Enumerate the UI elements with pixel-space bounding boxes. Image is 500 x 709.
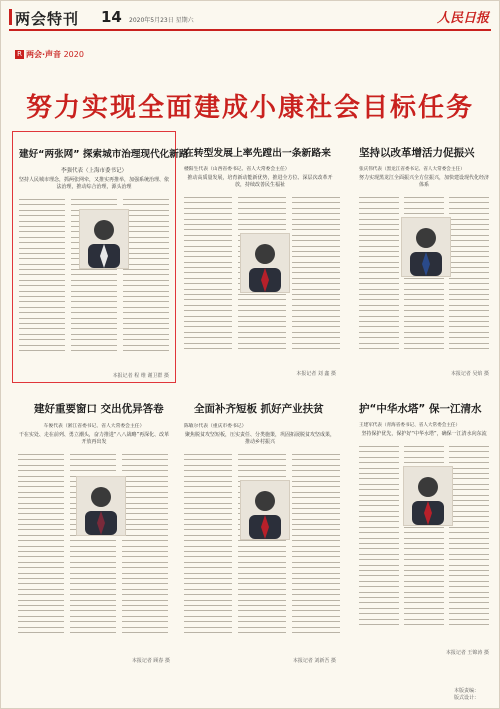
article-dek: 坚持人民城市理念，抓两张网牵，又推实再推举，加强系统治理、依法治理，推动综合治理，源头治理 [19,177,170,190]
article-body [359,446,489,656]
article-5[interactable] [180,401,340,676]
kicker-tag-icon: R [15,50,24,59]
kicker-year: 2020 [63,50,84,59]
article-body [19,199,169,379]
section-name: 两会特刊 [15,10,80,28]
article-title[interactable]: 护“中华水塔” 保一江清水 [359,403,482,415]
photo-credit: 本报记者 顾春 摄 [131,658,170,664]
article-byline: 王建军代表（青海省委书记、省人大常委会主任） [359,423,461,428]
page-number: 14 [101,8,122,26]
photo-credit: 本报记者 程 维 谢卫群 摄 [112,373,169,379]
portrait-photo [240,233,290,293]
article-title[interactable]: 建好重要窗口 交出优异答卷 [34,403,164,415]
article-title[interactable]: 全面补齐短板 抓好产业扶贫 [194,403,324,415]
article-title[interactable]: 建好“两张网” 探索城市治理现代化新路 [19,149,189,160]
footer-editor: 本版责编： [453,688,479,694]
column-kicker [15,49,84,60]
portrait-photo [79,209,129,269]
article-byline: 陈敏尔代表（重庆市委书记） [184,424,247,429]
main-headline: 努力实现全面建成小康社会目标任务 [25,93,474,123]
article-body [18,454,170,664]
article-dek: 干在实处、走在前列、勇立潮头，奋力推进“八八战略”再深化、改革开放再出发 [18,432,170,445]
portrait-photo [403,466,453,526]
portrait-photo [240,480,290,540]
photo-credit: 本报记者 吴焰 摄 [450,371,489,377]
article-2[interactable] [180,131,340,383]
photo-credit: 本报记者 刘新吾 摄 [292,658,336,664]
photo-credit: 本报记者 刘 鑫 摄 [296,371,336,377]
article-4[interactable] [12,401,176,676]
newspaper-logo: 人民日报 [436,11,489,26]
page-footer [454,688,479,702]
article-byline: 楼阳生代表（山西省委书记、省人大常委会主任） [184,167,290,172]
article-title[interactable]: 在转型发展上率先蹚出一条新路来 [184,148,331,159]
article-dek: 坚持保护优先，保护好“中华水塔”，确保一江清水向东流 [361,431,487,437]
article-byline: 李强代表（上海市委书记） [60,168,127,174]
article-byline: 车俊代表（浙江省委书记、省人大常委会主任） [43,424,145,429]
article-dek: 努力实现黑龙江全面振兴全方位振兴，加快建设现代化经济体系 [359,175,490,188]
article-dek: 聚焦脱贫攻坚短板，压实责任、分类施策，巩固拓展脱贫攻坚成果，推动乡村振兴 [184,432,335,445]
article-byline: 张庆伟代表（黑龙江省委书记、省人大常委会主任） [359,167,465,172]
portrait-photo [401,217,451,277]
article-title[interactable]: 坚持以改革增活力促振兴 [359,147,475,159]
portrait-photo [76,476,126,536]
article-body [359,197,489,377]
footer-designer: 版式设计： [453,695,479,701]
photo-credit: 本报记者 王锦涛 摄 [445,650,489,656]
page-header [9,7,491,31]
article-1[interactable] [12,131,189,383]
header-accent-bar [9,9,12,25]
article-3[interactable] [345,131,493,383]
article-dek: 推动高质量发展，培育新动能新优势，推进全方位、深层次改革开放，持续改善民生福祉 [187,175,333,188]
article-body [184,454,336,664]
kicker-label: 两会·声音 [26,50,62,59]
issue-date: 2020年5月23日 星期六 [129,17,194,24]
article-6[interactable] [345,401,493,676]
article-body [184,197,336,377]
